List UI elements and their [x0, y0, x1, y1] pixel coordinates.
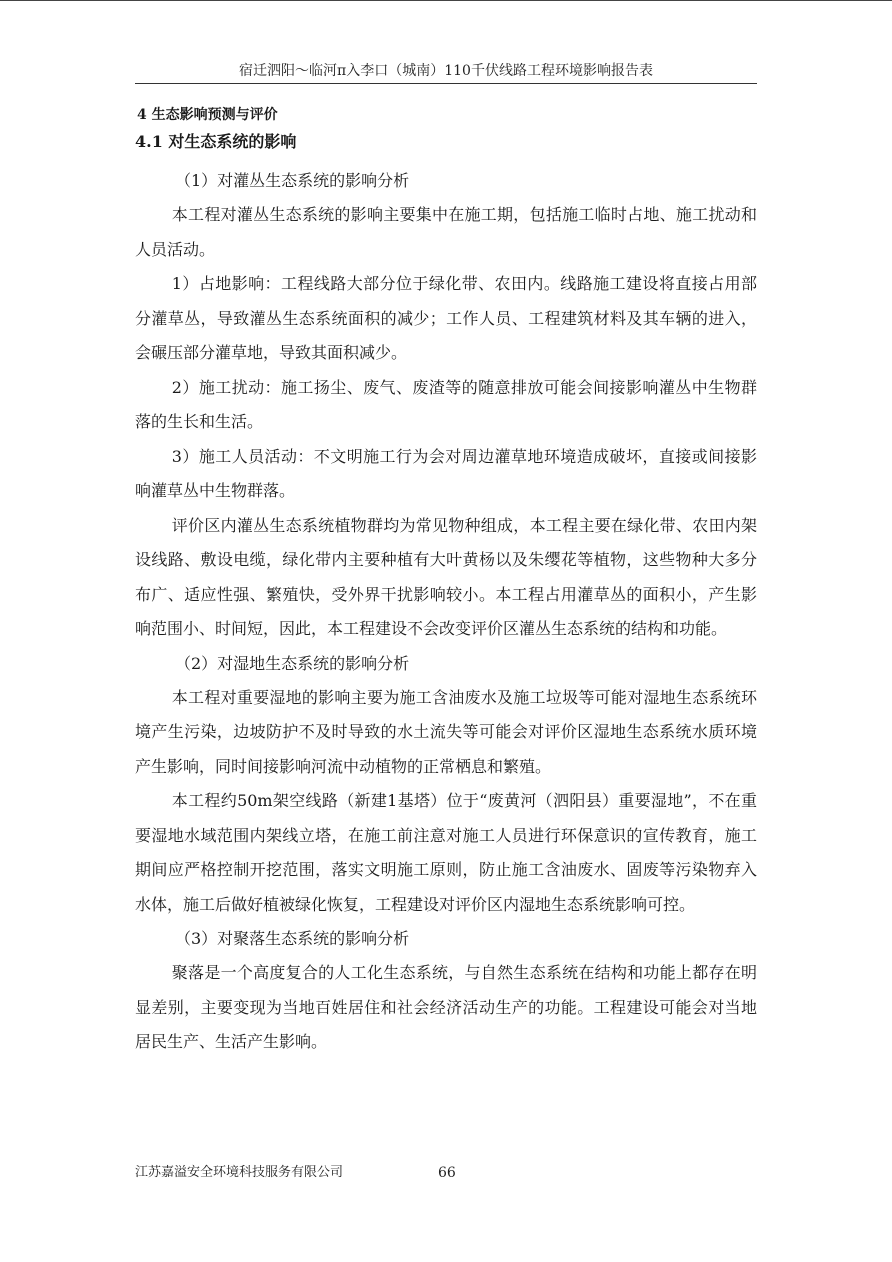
paragraph: 聚落是一个高度复合的人工化生态系统，与自然生态系统在结构和功能上都存在明显差别，主要变现为当地百姓居住和社会经济活动生产的功能。工程建设可能会对当地居民生产、生活产生影响。: [135, 963, 757, 1051]
header-divider: [135, 83, 757, 84]
paragraph: 2）施工扰动：施工扬尘、废气、废渣等的随意排放可能会间接影响灌丛中生物群落的生长和生活。: [135, 377, 757, 431]
subtopic-heading: （2）对湿地生态系统的影响分析: [175, 653, 410, 673]
subtopic-heading: （3）对聚落生态系统的影响分析: [175, 929, 410, 948]
paragraph: 评价区内灌丛生态系统植物群均为常见物种组成，本工程主要在绿化带、农田内架设线路、敷设电缆，绿化带内主要种植有大叶黄杨以及朱缨花等植物，这些物种大多分布广、适应性强、繁殖快，受外界干扰影响较小。本工程占用灌草丛的面积小，产生影响范围小、时间短，因此，本工程建设不会改变评价区灌丛生态系统的结构和功能。: [135, 515, 757, 638]
paragraph: 1）占地影响：工程线路大部分位于绿化带、农田内。线路施工建设将直接占用部分灌草丛，导致灌丛生态系统面积的减少；工作人员、工程建筑材料及其车辆的进入，会碾压部分灌草地，导致其面积减少。: [135, 274, 757, 362]
paragraph: 本工程对重要湿地的影响主要为施工含油废水及施工垃圾等可能对湿地生态系统环境产生污染，边坡防护不及时导致的水土流失等可能会对评价区湿地生态系统水质环境产生影响，同时间接影响河流中动植物的正常栖息和繁殖。: [135, 687, 757, 776]
subsection-heading: 4.1 对生态系统的影响: [135, 132, 297, 151]
paragraph: 本工程约50m架空线路（新建1基塔）位于“废黄河（泗阳县）重要湿地”，不在重要湿地水域范围内架线立塔，在施工前注意对施工人员进行环保意识的宣传教育，施工期间应严格控制开挖范围，落实文明施工原则，防止施工含油废水、固废等污染物弃入水体，施工后做好植被绿化恢复，工程建设对评价区内湿地生态系统影响可控。: [135, 791, 757, 914]
footer-company-name: 江苏嘉溢安全环境科技服务有限公司: [135, 1165, 344, 1180]
section-heading: 4 生态影响预测与评价: [137, 107, 278, 123]
page-header-title: 宿迁泗阳～临河π入李口（城南）110千伏线路工程环境影响报告表: [239, 63, 653, 79]
subtopic-heading: （1）对灌丛生态系统的影响分析: [175, 171, 410, 190]
paragraph: 本工程对灌丛生态系统的影响主要集中在施工期，包括施工临时占地、施工扰动和人员活动。: [135, 205, 757, 259]
page-number: 66: [438, 1165, 456, 1181]
paragraph: 3）施工人员活动：不文明施工行为会对周边灌草地环境造成破坏，直接或间接影响灌草丛中生物群落。: [135, 446, 757, 500]
page-top-border: [0, 0, 892, 1]
document-body: [135, 104, 757, 1060]
